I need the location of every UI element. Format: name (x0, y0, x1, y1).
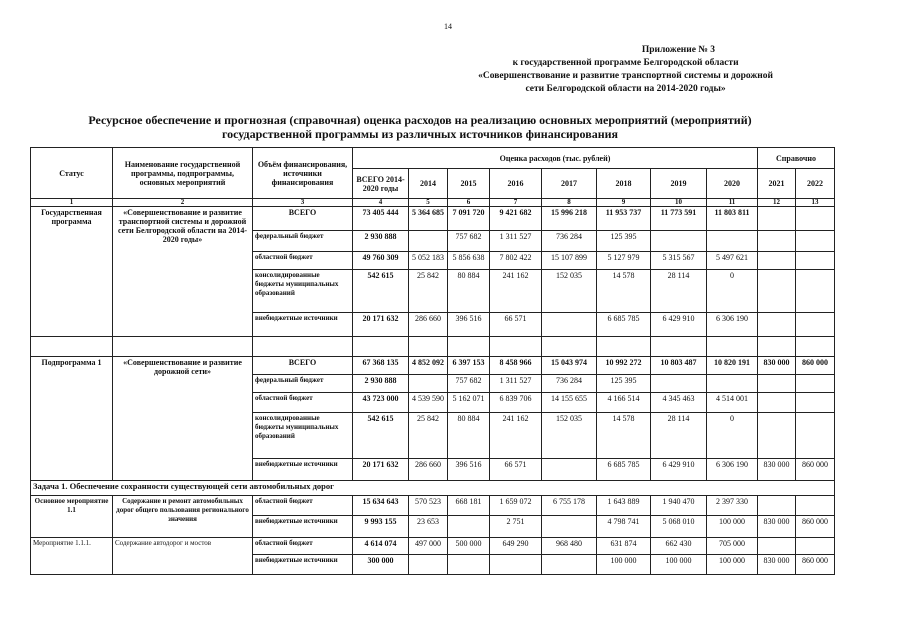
year-value (796, 231, 835, 252)
empty-cell (253, 337, 353, 357)
row-status: Государственная программа (31, 207, 113, 337)
row-name: «Совершенствование и развитие транспортной системы и дорожной сети Белгородской области на 2014-2020 годы» (113, 207, 253, 337)
year-value: 5 068 010 (651, 516, 707, 538)
year-value (758, 313, 796, 337)
year-value: 830 000 (758, 357, 796, 375)
year-value: 11 773 591 (651, 207, 707, 231)
year-value: 497 000 (409, 538, 448, 555)
column-index: 5 (409, 199, 448, 207)
year-value: 6 755 178 (542, 496, 597, 516)
year-value (758, 252, 796, 270)
total-value: 2 930 888 (353, 375, 409, 393)
total-value: 4 614 074 (353, 538, 409, 555)
total-value: 49 760 309 (353, 252, 409, 270)
year-value: 100 000 (707, 516, 758, 538)
document-title (40, 113, 800, 141)
year-value (490, 555, 542, 575)
year-value: 757 682 (448, 231, 490, 252)
year-value: 631 874 (597, 538, 651, 555)
header-year: 2021 (758, 169, 796, 199)
funding-source: ВСЕГО (253, 357, 353, 375)
table-row (31, 496, 835, 516)
subprogram-1-block (31, 357, 835, 481)
spacer-block (31, 337, 835, 357)
year-value: 100 000 (707, 555, 758, 575)
table-row (31, 357, 835, 375)
title-line-2: государственной программы из различных источников финансирования (221, 127, 619, 141)
year-value: 1 311 527 (490, 375, 542, 393)
year-value: 500 000 (448, 538, 490, 555)
year-value (796, 207, 835, 231)
row-name: Содержание и ремонт автомобильных дорог общего пользования регионального значения (113, 496, 253, 538)
year-value: 662 430 (651, 538, 707, 555)
year-value: 100 000 (597, 555, 651, 575)
year-value: 23 653 (409, 516, 448, 538)
year-value: 6 306 190 (707, 459, 758, 481)
column-index: 6 (448, 199, 490, 207)
year-value: 241 162 (490, 413, 542, 459)
year-value: 860 000 (796, 516, 835, 538)
empty-cell (597, 337, 651, 357)
year-value: 6 306 190 (707, 313, 758, 337)
funding-source: ВСЕГО (253, 207, 353, 231)
header-volume: Объём финансирования, источники финансирования (253, 148, 353, 199)
year-value (409, 375, 448, 393)
column-index: 1 (31, 199, 113, 207)
year-value: 4 166 514 (597, 393, 651, 413)
funding-source: консолидированные бюджеты муниципальных образований (253, 413, 353, 459)
year-value: 6 429 910 (651, 313, 707, 337)
funding-source: внебюджетные источники (253, 459, 353, 481)
year-value (542, 555, 597, 575)
year-value: 0 (707, 413, 758, 459)
funding-source: областной бюджет (253, 496, 353, 516)
total-value: 9 993 155 (353, 516, 409, 538)
year-value: 14 578 (597, 413, 651, 459)
year-value: 8 458 966 (490, 357, 542, 375)
year-value: 5 497 621 (707, 252, 758, 270)
table-row (31, 207, 835, 231)
year-value (542, 459, 597, 481)
year-value: 7 091 720 (448, 207, 490, 231)
funding-source: внебюджетные источники (253, 516, 353, 538)
year-value: 4 345 463 (651, 393, 707, 413)
total-value: 43 723 000 (353, 393, 409, 413)
row-name: Содержание автодорог и мостов (113, 538, 253, 575)
year-value (758, 413, 796, 459)
year-value: 152 035 (542, 270, 597, 313)
year-value: 286 660 (409, 459, 448, 481)
year-value: 0 (707, 270, 758, 313)
empty-cell (796, 337, 835, 357)
year-value: 10 803 487 (651, 357, 707, 375)
year-value: 11 953 737 (597, 207, 651, 231)
year-value: 10 992 272 (597, 357, 651, 375)
year-value: 830 000 (758, 459, 796, 481)
year-value: 705 000 (707, 538, 758, 555)
year-value: 7 802 422 (490, 252, 542, 270)
total-value: 20 171 632 (353, 313, 409, 337)
year-value: 860 000 (796, 555, 835, 575)
header-year: 2022 (796, 169, 835, 199)
year-value: 2 397 330 (707, 496, 758, 516)
table-header (31, 148, 835, 207)
year-value: 80 884 (448, 413, 490, 459)
year-value: 14 578 (597, 270, 651, 313)
year-value (448, 555, 490, 575)
year-value: 11 803 811 (707, 207, 758, 231)
funding-source: областной бюджет (253, 393, 353, 413)
year-value: 757 682 (448, 375, 490, 393)
year-value: 5 052 183 (409, 252, 448, 270)
year-value (758, 207, 796, 231)
activity-1-1-1-block (31, 538, 835, 575)
year-value: 736 284 (542, 231, 597, 252)
header-year: 2014 (409, 169, 448, 199)
total-value: 542 615 (353, 270, 409, 313)
funding-source: областной бюджет (253, 538, 353, 555)
year-value: 570 523 (409, 496, 448, 516)
year-value (707, 375, 758, 393)
year-value: 5 315 567 (651, 252, 707, 270)
total-value: 67 368 135 (353, 357, 409, 375)
column-index: 10 (651, 199, 707, 207)
empty-cell (353, 337, 409, 357)
year-value: 2 751 (490, 516, 542, 538)
year-value (651, 231, 707, 252)
funding-source: консолидированные бюджеты муниципальных образований (253, 270, 353, 313)
year-value: 66 571 (490, 459, 542, 481)
year-value: 1 643 889 (597, 496, 651, 516)
year-value: 396 516 (448, 459, 490, 481)
year-value: 4 798 741 (597, 516, 651, 538)
header-year: 2017 (542, 169, 597, 199)
main-activity-1-1-block (31, 496, 835, 538)
header-name: Наименование государственной программы, подпрограммы, основных мероприятий (113, 148, 253, 199)
year-value: 9 421 682 (490, 207, 542, 231)
empty-cell (113, 337, 253, 357)
column-index: 2 (113, 199, 253, 207)
year-value (796, 270, 835, 313)
year-value: 5 162 071 (448, 393, 490, 413)
column-index: 3 (253, 199, 353, 207)
header-estimate: Оценка расходов (тыс. рублей) (353, 148, 758, 169)
year-value: 152 035 (542, 413, 597, 459)
year-value: 649 290 (490, 538, 542, 555)
year-value (409, 231, 448, 252)
total-value: 300 000 (353, 555, 409, 575)
column-index: 4 (353, 199, 409, 207)
year-value (707, 231, 758, 252)
year-value (758, 375, 796, 393)
year-value: 6 429 910 (651, 459, 707, 481)
year-value: 15 996 218 (542, 207, 597, 231)
year-value: 736 284 (542, 375, 597, 393)
empty-cell (31, 337, 113, 357)
year-value: 14 155 655 (542, 393, 597, 413)
year-value: 860 000 (796, 357, 835, 375)
year-value: 1 940 470 (651, 496, 707, 516)
year-value (796, 538, 835, 555)
header-year: 2018 (597, 169, 651, 199)
task-1-heading: Задача 1. Обеспечение сохранности существующей сети автомобильных дорог (31, 481, 835, 496)
title-line-1: Ресурсное обеспечение и прогнозная (справочная) оценка расходов на реализацию основных мероприятий (мероприятий) (88, 113, 752, 127)
column-index-row (31, 199, 835, 207)
year-value: 100 000 (651, 555, 707, 575)
column-index: 9 (597, 199, 651, 207)
appendix-line-4: сети Белгородской области на 2014-2020 годы» (525, 84, 726, 94)
year-value (758, 393, 796, 413)
year-value: 5 127 979 (597, 252, 651, 270)
empty-cell (409, 337, 448, 357)
year-value: 28 114 (651, 270, 707, 313)
year-value: 25 842 (409, 413, 448, 459)
year-value (758, 270, 796, 313)
funding-source: областной бюджет (253, 252, 353, 270)
year-value (796, 313, 835, 337)
year-value: 80 884 (448, 270, 490, 313)
appendix-line-2: к государственной программе Белгородской области (512, 58, 739, 68)
total-value: 20 171 632 (353, 459, 409, 481)
year-value: 968 480 (542, 538, 597, 555)
year-value (448, 516, 490, 538)
year-value: 830 000 (758, 555, 796, 575)
header-year: 2020 (707, 169, 758, 199)
year-value: 668 181 (448, 496, 490, 516)
year-value: 286 660 (409, 313, 448, 337)
task-block (31, 481, 835, 496)
total-value: 15 634 643 (353, 496, 409, 516)
year-value: 10 820 191 (707, 357, 758, 375)
total-value: 542 615 (353, 413, 409, 459)
header-year: 2019 (651, 169, 707, 199)
year-value: 6 839 706 (490, 393, 542, 413)
year-value (651, 375, 707, 393)
year-value: 6 397 153 (448, 357, 490, 375)
year-value: 860 000 (796, 459, 835, 481)
year-value: 1 311 527 (490, 231, 542, 252)
year-value (758, 538, 796, 555)
appendix-line-3: «Совершенствование и развитие транспортной системы и дорожной (478, 71, 773, 81)
year-value (758, 496, 796, 516)
column-index: 12 (758, 199, 796, 207)
year-value: 125 395 (597, 231, 651, 252)
year-value (796, 375, 835, 393)
funding-source: федеральный бюджет (253, 375, 353, 393)
year-value: 830 000 (758, 516, 796, 538)
column-index: 8 (542, 199, 597, 207)
total-value: 73 405 444 (353, 207, 409, 231)
empty-cell (758, 337, 796, 357)
header-year: 2015 (448, 169, 490, 199)
year-value: 15 043 974 (542, 357, 597, 375)
total-value: 2 930 888 (353, 231, 409, 252)
year-value: 4 514 001 (707, 393, 758, 413)
empty-cell (651, 337, 707, 357)
header-reference: Справочно (758, 148, 835, 169)
year-value: 396 516 (448, 313, 490, 337)
year-value: 241 162 (490, 270, 542, 313)
year-value (409, 555, 448, 575)
year-value (758, 231, 796, 252)
year-value (542, 516, 597, 538)
year-value: 1 659 072 (490, 496, 542, 516)
year-value: 25 842 (409, 270, 448, 313)
funding-source: федеральный бюджет (253, 231, 353, 252)
column-index: 11 (707, 199, 758, 207)
year-value: 5 364 685 (409, 207, 448, 231)
header-total: ВСЕГО 2014-2020 годы (353, 169, 409, 199)
year-value: 4 852 092 (409, 357, 448, 375)
year-value (796, 393, 835, 413)
row-status: Подпрограмма 1 (31, 357, 113, 481)
empty-cell (490, 337, 542, 357)
year-value (796, 252, 835, 270)
header-year: 2016 (490, 169, 542, 199)
year-value: 5 856 638 (448, 252, 490, 270)
year-value (542, 313, 597, 337)
year-value: 6 685 785 (597, 459, 651, 481)
appendix-number: Приложение № 3 (641, 45, 715, 55)
funding-source: внебюджетные источники (253, 555, 353, 575)
resource-table (30, 147, 835, 575)
row-name: «Совершенствование и развитие дорожной сети» (113, 357, 253, 481)
table-row (31, 538, 835, 555)
gp-block (31, 207, 835, 337)
column-index: 7 (490, 199, 542, 207)
year-value: 125 395 (597, 375, 651, 393)
row-status: Основное мероприятие 1.1 (31, 496, 113, 538)
funding-source: внебюджетные источники (253, 313, 353, 337)
row-status: Мероприятие 1.1.1. (31, 538, 113, 575)
year-value: 4 539 590 (409, 393, 448, 413)
page-number: 14 (444, 22, 452, 31)
appendix-header (478, 44, 773, 96)
year-value: 15 107 899 (542, 252, 597, 270)
empty-cell (542, 337, 597, 357)
empty-cell (448, 337, 490, 357)
header-status: Статус (31, 148, 113, 199)
year-value: 66 571 (490, 313, 542, 337)
year-value (796, 496, 835, 516)
year-value: 6 685 785 (597, 313, 651, 337)
year-value (796, 413, 835, 459)
year-value: 28 114 (651, 413, 707, 459)
empty-cell (707, 337, 758, 357)
column-index: 13 (796, 199, 835, 207)
